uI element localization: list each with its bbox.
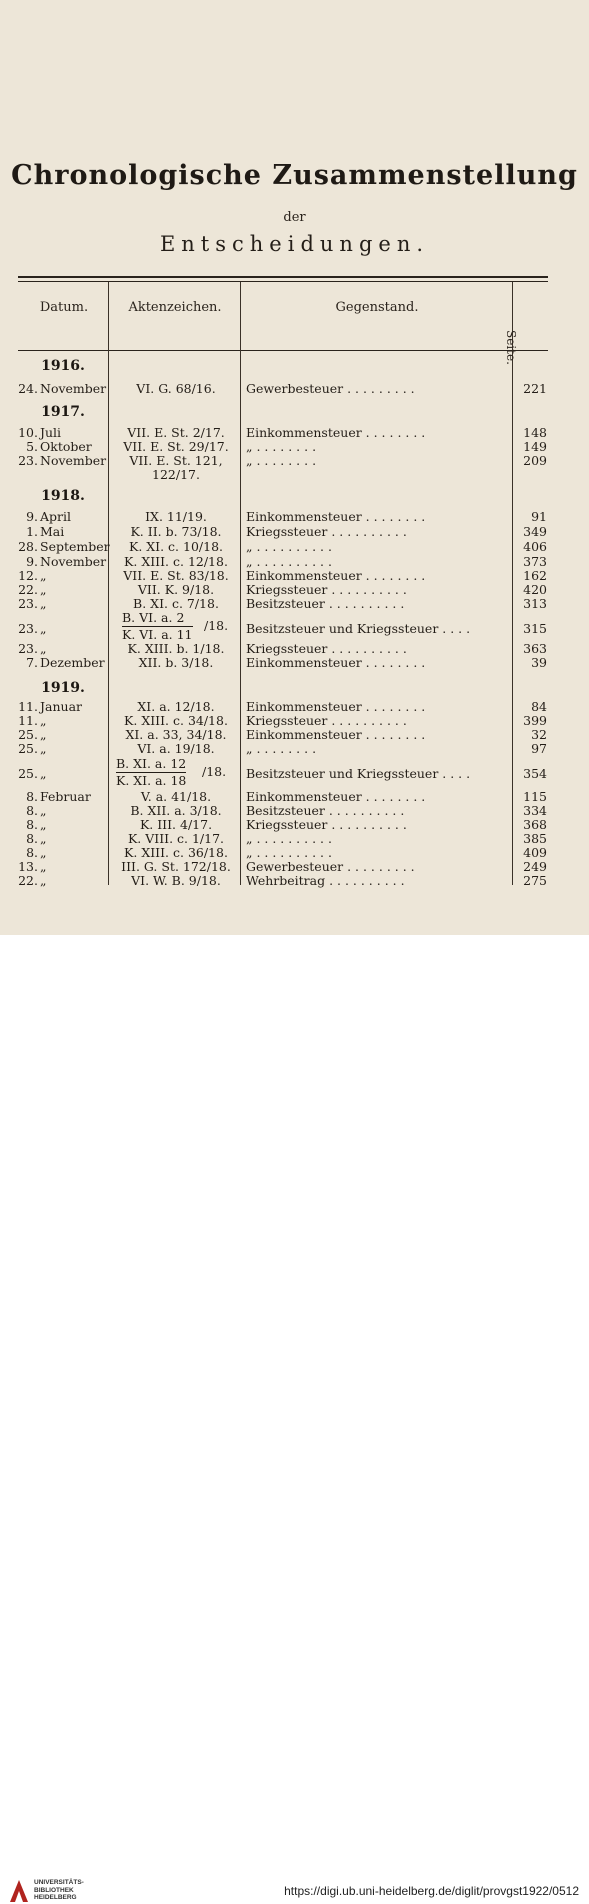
day-number: 23. [18, 596, 38, 611]
day-number: 8. [26, 803, 38, 818]
file-number: K. VIII. c. 1/17. [127, 831, 225, 846]
subject: Kriegssteuer . . . . . . . . . . [246, 818, 407, 832]
table-row [18, 846, 548, 860]
subject: Wehrbeitrag . . . . . . . . . . [246, 874, 405, 888]
file-number: K. XIII. c. 34/18. [124, 713, 228, 728]
file-number: K. II. b. 73/18. [130, 524, 222, 539]
page-number: 91 [531, 509, 547, 524]
page-number: 148 [523, 425, 547, 440]
subject: „ . . . . . . . . [246, 742, 317, 756]
subject: „ . . . . . . . . . . [246, 540, 332, 554]
page-number: 149 [523, 439, 547, 454]
column-header-seite: Seite. [504, 330, 518, 365]
day-number: 8. [26, 789, 38, 804]
subject: Kriegssteuer . . . . . . . . . . [246, 714, 407, 728]
library-name: UNIVERSITÄTS- BIBLIOTHEK HEIDELBERG [34, 1879, 84, 1901]
month-name: „ [40, 727, 47, 742]
page-number: 162 [523, 568, 547, 583]
month-name: September [40, 539, 110, 554]
subject: „ . . . . . . . . . . [246, 846, 332, 860]
table-row [18, 525, 548, 539]
subject: Kriegssteuer . . . . . . . . . . [246, 583, 407, 597]
subject: „ . . . . . . . . . . [246, 832, 332, 846]
month-name: „ [40, 873, 47, 888]
subject: Einkommensteuer . . . . . . . . [246, 700, 426, 714]
viewer-footer [0, 935, 589, 1901]
page-number: 368 [523, 817, 547, 832]
table-row [18, 700, 548, 714]
month-name: „ [40, 741, 47, 756]
file-number: V. a. 41/18. [140, 789, 212, 804]
subject: Gewerbesteuer . . . . . . . . . [246, 860, 415, 874]
page-number: 275 [523, 873, 547, 888]
table-row [18, 818, 548, 832]
page-number: 209 [523, 453, 547, 468]
page-number: 315 [523, 621, 547, 636]
month-name: „ [40, 817, 47, 832]
table-row [18, 804, 548, 818]
subject: Einkommensteuer . . . . . . . . [246, 510, 426, 524]
table-row [18, 583, 548, 597]
document-url-link[interactable]: https://digi.ub.uni-heidelberg.de/diglit/provgst1922/0512 [284, 1884, 579, 1898]
file-number: 122/17. [152, 467, 200, 482]
header-bottom-rule [18, 350, 548, 351]
day-number: 12. [18, 568, 38, 583]
day-number: 11. [18, 713, 38, 728]
subject: Besitzsteuer und Kriegssteuer . . . . [246, 767, 471, 781]
file-number: VI. W. B. 9/18. [131, 873, 221, 888]
day-number: 7. [26, 655, 38, 670]
table-row [18, 382, 548, 396]
day-number: 24. [18, 381, 38, 396]
day-number: 8. [26, 831, 38, 846]
day-number: 9. [26, 509, 38, 524]
month-name: Februar [40, 789, 91, 804]
month-name: Juli [40, 425, 62, 440]
page-number: 221 [523, 381, 547, 396]
fraction-numerator: B. XI. a. 12 [116, 756, 187, 771]
table-row [18, 790, 548, 804]
day-number: 9. [26, 554, 38, 569]
table-row [18, 728, 548, 742]
file-number: VII. E. St. 29/17. [123, 439, 229, 454]
day-number: 25. [18, 727, 38, 742]
month-name: „ [40, 831, 47, 846]
file-number: K. XIII. c. 36/18. [124, 845, 228, 860]
file-number: VII. E. St. 2/17. [127, 425, 225, 440]
page-number: 349 [523, 524, 547, 539]
year-heading: 1917. [41, 404, 85, 420]
file-number: VI. a. 19/18. [137, 741, 215, 756]
day-number: 25. [18, 741, 38, 756]
subject: Einkommensteuer . . . . . . . . [246, 426, 426, 440]
page-number: 313 [523, 596, 547, 611]
table-row [18, 597, 548, 611]
subject: Kriegssteuer . . . . . . . . . . [246, 525, 407, 539]
table-row [18, 555, 548, 569]
page-number: 406 [523, 539, 547, 554]
day-number: 8. [26, 845, 38, 860]
subject: Einkommensteuer . . . . . . . . [246, 790, 426, 804]
library-logo-icon [8, 1878, 30, 1904]
month-name: Dezember [40, 655, 105, 670]
day-number: 23. [18, 453, 38, 468]
month-name: November [40, 453, 107, 468]
day-number: 1. [26, 524, 38, 539]
table-row [18, 767, 548, 781]
month-name: April [40, 509, 71, 524]
table-row [18, 569, 548, 583]
table-row [18, 742, 548, 756]
column-header-gegenstand: Gegenstand. [335, 300, 419, 315]
subject: Gewerbesteuer . . . . . . . . . [246, 382, 415, 396]
page-number: 84 [531, 699, 547, 714]
year-heading: 1916. [41, 358, 85, 374]
subject: „ . . . . . . . . [246, 454, 317, 468]
page-subtitle: Entscheidungen. [159, 232, 430, 256]
month-name: „ [40, 641, 47, 656]
subject: Einkommensteuer . . . . . . . . [246, 656, 426, 670]
month-name: „ [40, 568, 47, 583]
day-number: 28. [18, 539, 38, 554]
month-name: „ [40, 621, 47, 636]
file-number: B. XI. c. 7/18. [133, 596, 219, 611]
file-number: B. XII. a. 3/18. [130, 803, 222, 818]
table-row [18, 468, 548, 482]
page-number: 399 [523, 713, 547, 728]
title-connector: der [283, 210, 306, 225]
top-rule-thin [18, 281, 548, 282]
table-row [18, 622, 548, 636]
month-name: Januar [40, 699, 82, 714]
subject: Besitzsteuer . . . . . . . . . . [246, 804, 405, 818]
day-number: 23. [18, 641, 38, 656]
page-number: 363 [523, 641, 547, 656]
month-name: November [40, 554, 107, 569]
page-number: 115 [523, 789, 547, 804]
file-number: III. G. St. 172/18. [121, 859, 231, 874]
page-number: 385 [523, 831, 547, 846]
month-name: „ [40, 845, 47, 860]
page-number: 334 [523, 803, 547, 818]
subject: Besitzsteuer und Kriegssteuer . . . . [246, 622, 471, 636]
page-number: 354 [523, 766, 547, 781]
file-number: VII. E. St. 83/18. [123, 568, 229, 583]
file-number: K. XI. c. 10/18. [128, 539, 223, 554]
table-row [18, 454, 548, 468]
table-row [18, 510, 548, 524]
page-title: Chronologische Zusammenstellung [11, 160, 578, 191]
year-heading: 1918. [41, 488, 85, 504]
file-number: VII. K. 9/18. [137, 582, 215, 597]
day-number: 11. [18, 699, 38, 714]
table-row [18, 540, 548, 554]
day-number: 13. [18, 859, 38, 874]
fraction-suffix: /18. [204, 618, 229, 633]
page-number: 32 [531, 727, 547, 742]
month-name: „ [40, 713, 47, 728]
table-row [18, 874, 548, 888]
table-row [18, 860, 548, 874]
scanned-page [0, 0, 589, 935]
column-header-aktenzeichen: Aktenzeichen. [128, 300, 222, 315]
file-number: XI. a. 33, 34/18. [125, 727, 227, 742]
file-number: XI. a. 12/18. [137, 699, 215, 714]
page-number: 97 [531, 741, 547, 756]
file-number: XII. b. 3/18. [138, 655, 214, 670]
day-number: 22. [18, 873, 38, 888]
month-name: Mai [40, 524, 65, 539]
day-number: 23. [18, 621, 38, 636]
table-row [18, 642, 548, 656]
page-number: 409 [523, 845, 547, 860]
file-number: K. XIII. c. 12/18. [124, 554, 228, 569]
subject: „ . . . . . . . . [246, 440, 317, 454]
column-header-datum: Datum. [39, 300, 89, 315]
month-name: November [40, 381, 107, 396]
page-number: 39 [531, 655, 547, 670]
subject: Kriegssteuer . . . . . . . . . . [246, 642, 407, 656]
fraction-suffix: /18. [202, 764, 227, 779]
fraction-denominator: K. XI. a. 18 [116, 773, 187, 788]
table-row [18, 832, 548, 846]
subject: Einkommensteuer . . . . . . . . [246, 569, 426, 583]
file-number: VI. G. 68/16. [136, 381, 216, 396]
day-number: 22. [18, 582, 38, 597]
year-heading: 1919. [41, 680, 85, 696]
top-rule-thick [18, 276, 548, 278]
month-name: Oktober [40, 439, 92, 454]
month-name: „ [40, 766, 47, 781]
subject: Besitzsteuer . . . . . . . . . . [246, 597, 405, 611]
file-number: K. XIII. b. 1/18. [127, 641, 225, 656]
fraction-numerator: B. VI. a. 2 [122, 610, 185, 625]
month-name: „ [40, 803, 47, 818]
day-number: 8. [26, 817, 38, 832]
day-number: 5. [26, 439, 38, 454]
month-name: „ [40, 859, 47, 874]
day-number: 10. [18, 425, 38, 440]
subject: Einkommensteuer . . . . . . . . [246, 728, 426, 742]
table-row [18, 440, 548, 454]
subject: „ . . . . . . . . . . [246, 555, 332, 569]
table-row [18, 656, 548, 670]
file-number: IX. 11/19. [145, 509, 207, 524]
month-name: „ [40, 596, 47, 611]
page-number: 420 [523, 582, 547, 597]
page-number: 373 [523, 554, 547, 569]
page-number: 249 [523, 859, 547, 874]
file-number: VII. E. St. 121, [129, 453, 223, 468]
file-number: K. III. 4/17. [139, 817, 213, 832]
day-number: 25. [18, 766, 38, 781]
table-row [18, 426, 548, 440]
month-name: „ [40, 582, 47, 597]
fraction-denominator: K. VI. a. 11 [122, 627, 193, 642]
table-row [18, 714, 548, 728]
